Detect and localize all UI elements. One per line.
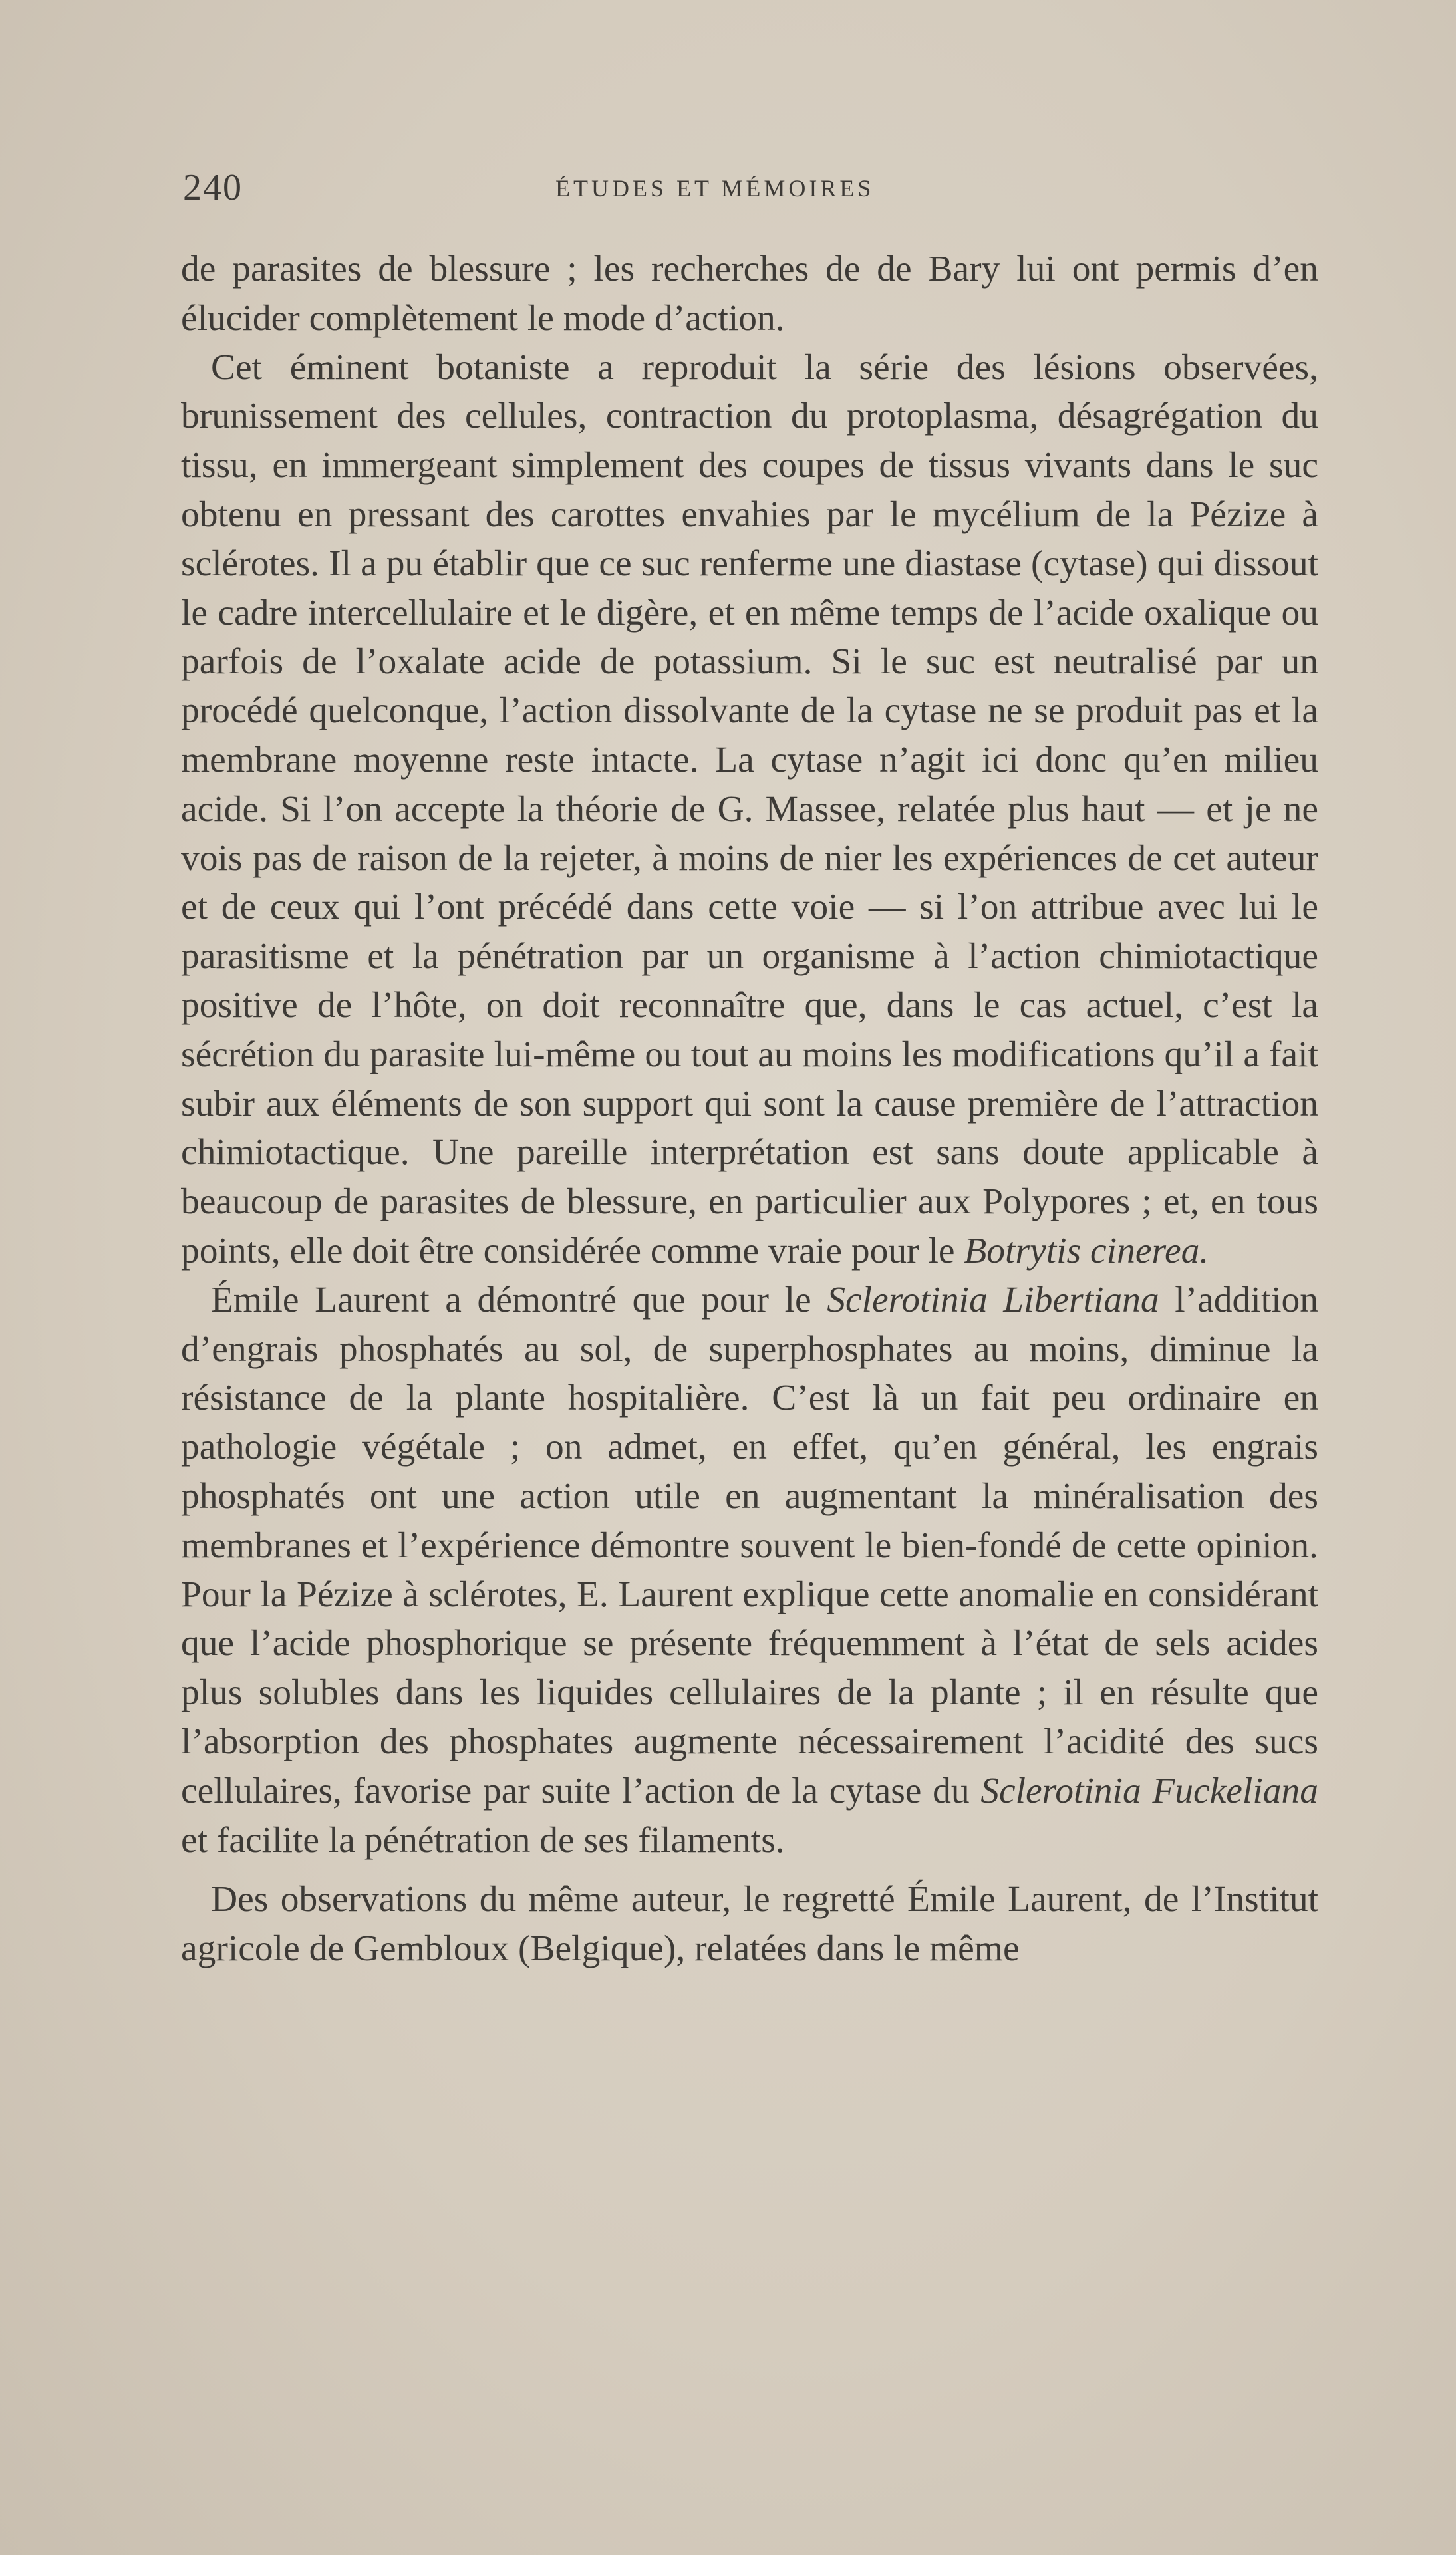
paragraph-continuation [181,245,1318,343]
paragraph-text: Cet éminent botaniste a reproduit la série des lésions observées, brunissement des cellules, contraction du protoplasma, désagrégation du tissu, en immergeant simplement des coupes de tissus vivants dans le suc obtenu en pressant des carottes envahies par le mycélium de la Pézize à sclérotes. Il a pu établir que ce suc renferme une diastase (cytase) qui dissout le cadre intercellulaire et le digère, et en même temps de l’acide oxalique ou parfois de l’oxalate acide de potassium. Si le suc est neutralisé par un procédé quelconque, l’action dissolvante de la cytase ne se produit pas et la membrane moyenne reste intacte. La cytase n’agit ici donc qu’en milieu acide. Si l’on accepte la théorie de G. Massee, relatée plus haut — et je ne vois pas de raison de la rejeter, à moins de nier les expériences de cet auteur et de ceux qui l’ont précédé dans cette voie — si l’on attribue avec lui le parasitisme et la pénétration par un organisme à l’action chimiotactique positive de l’hôte, on doit reconnaître que, dans le cas actuel, c’est la sécrétion du parasite lui-même ou tout au moins les modifications qu’il a fait subir aux éléments de son support qui sont la cause première de l’attraction chimiotactique. Une pareille interprétation est sans doute applicable à beaucoup de parasites de blessure, en particulier aux Polypores ; et, en tous points, elle doit être considérée comme vraie pour le [181,347,1318,1271]
paragraph-de-bary [181,343,1318,1276]
running-head [183,166,1314,206]
paragraph-laurent [181,1276,1318,1865]
species-name: Botrytis cinerea. [964,1230,1209,1271]
paragraph-observations [181,1875,1318,1974]
paragraph-text: Émile Laurent a démontré que pour le [211,1279,811,1320]
species-name: Sclerotinia Libertiana [827,1279,1159,1320]
species-name: Sclerotinia Fuckeliana [980,1770,1318,1811]
paragraph-text: l’addition d’engrais phosphatés au sol, de superphosphates au moins, diminue la résistance de la plante hospitalière. C’est là un fait peu ordinaire en pathologie végétale ; on admet, en effet, qu’en général, les engrais phosphatés ont une action utile en augmentant la minéralisation des membranes et l’expérience démontre souvent le bien-fondé de cette opinion. Pour la Pézize à sclérotes, E. Laurent explique cette anomalie en considérant que l’acide phosphorique se présente fréquemment à l’état de sels acides plus solubles dans les liquides cellulaires de la plante ; il en résulte que l’absorption des phosphates augmente nécessairement l’acidité des sucs cellulaires, favorise par suite l’action de la cytase du [181,1279,1319,1811]
paragraph-text: et facilite la pénétration de ses filaments. [181,1819,785,1861]
paragraph-text: Des observations du même auteur, le regretté Émile Laurent, de l’Institut agricole de Gembloux (Belgique), relatées dans le même [181,1879,1318,1970]
body-text [181,245,1318,1974]
paragraph-text: de parasites de blessure ; les recherches de de Bary lui ont permis d’en élucider complètement le mode d’action. [181,249,1318,339]
running-title: ÉTUDES ET MÉMOIRES [555,175,875,202]
page-number: 240 [183,167,243,208]
